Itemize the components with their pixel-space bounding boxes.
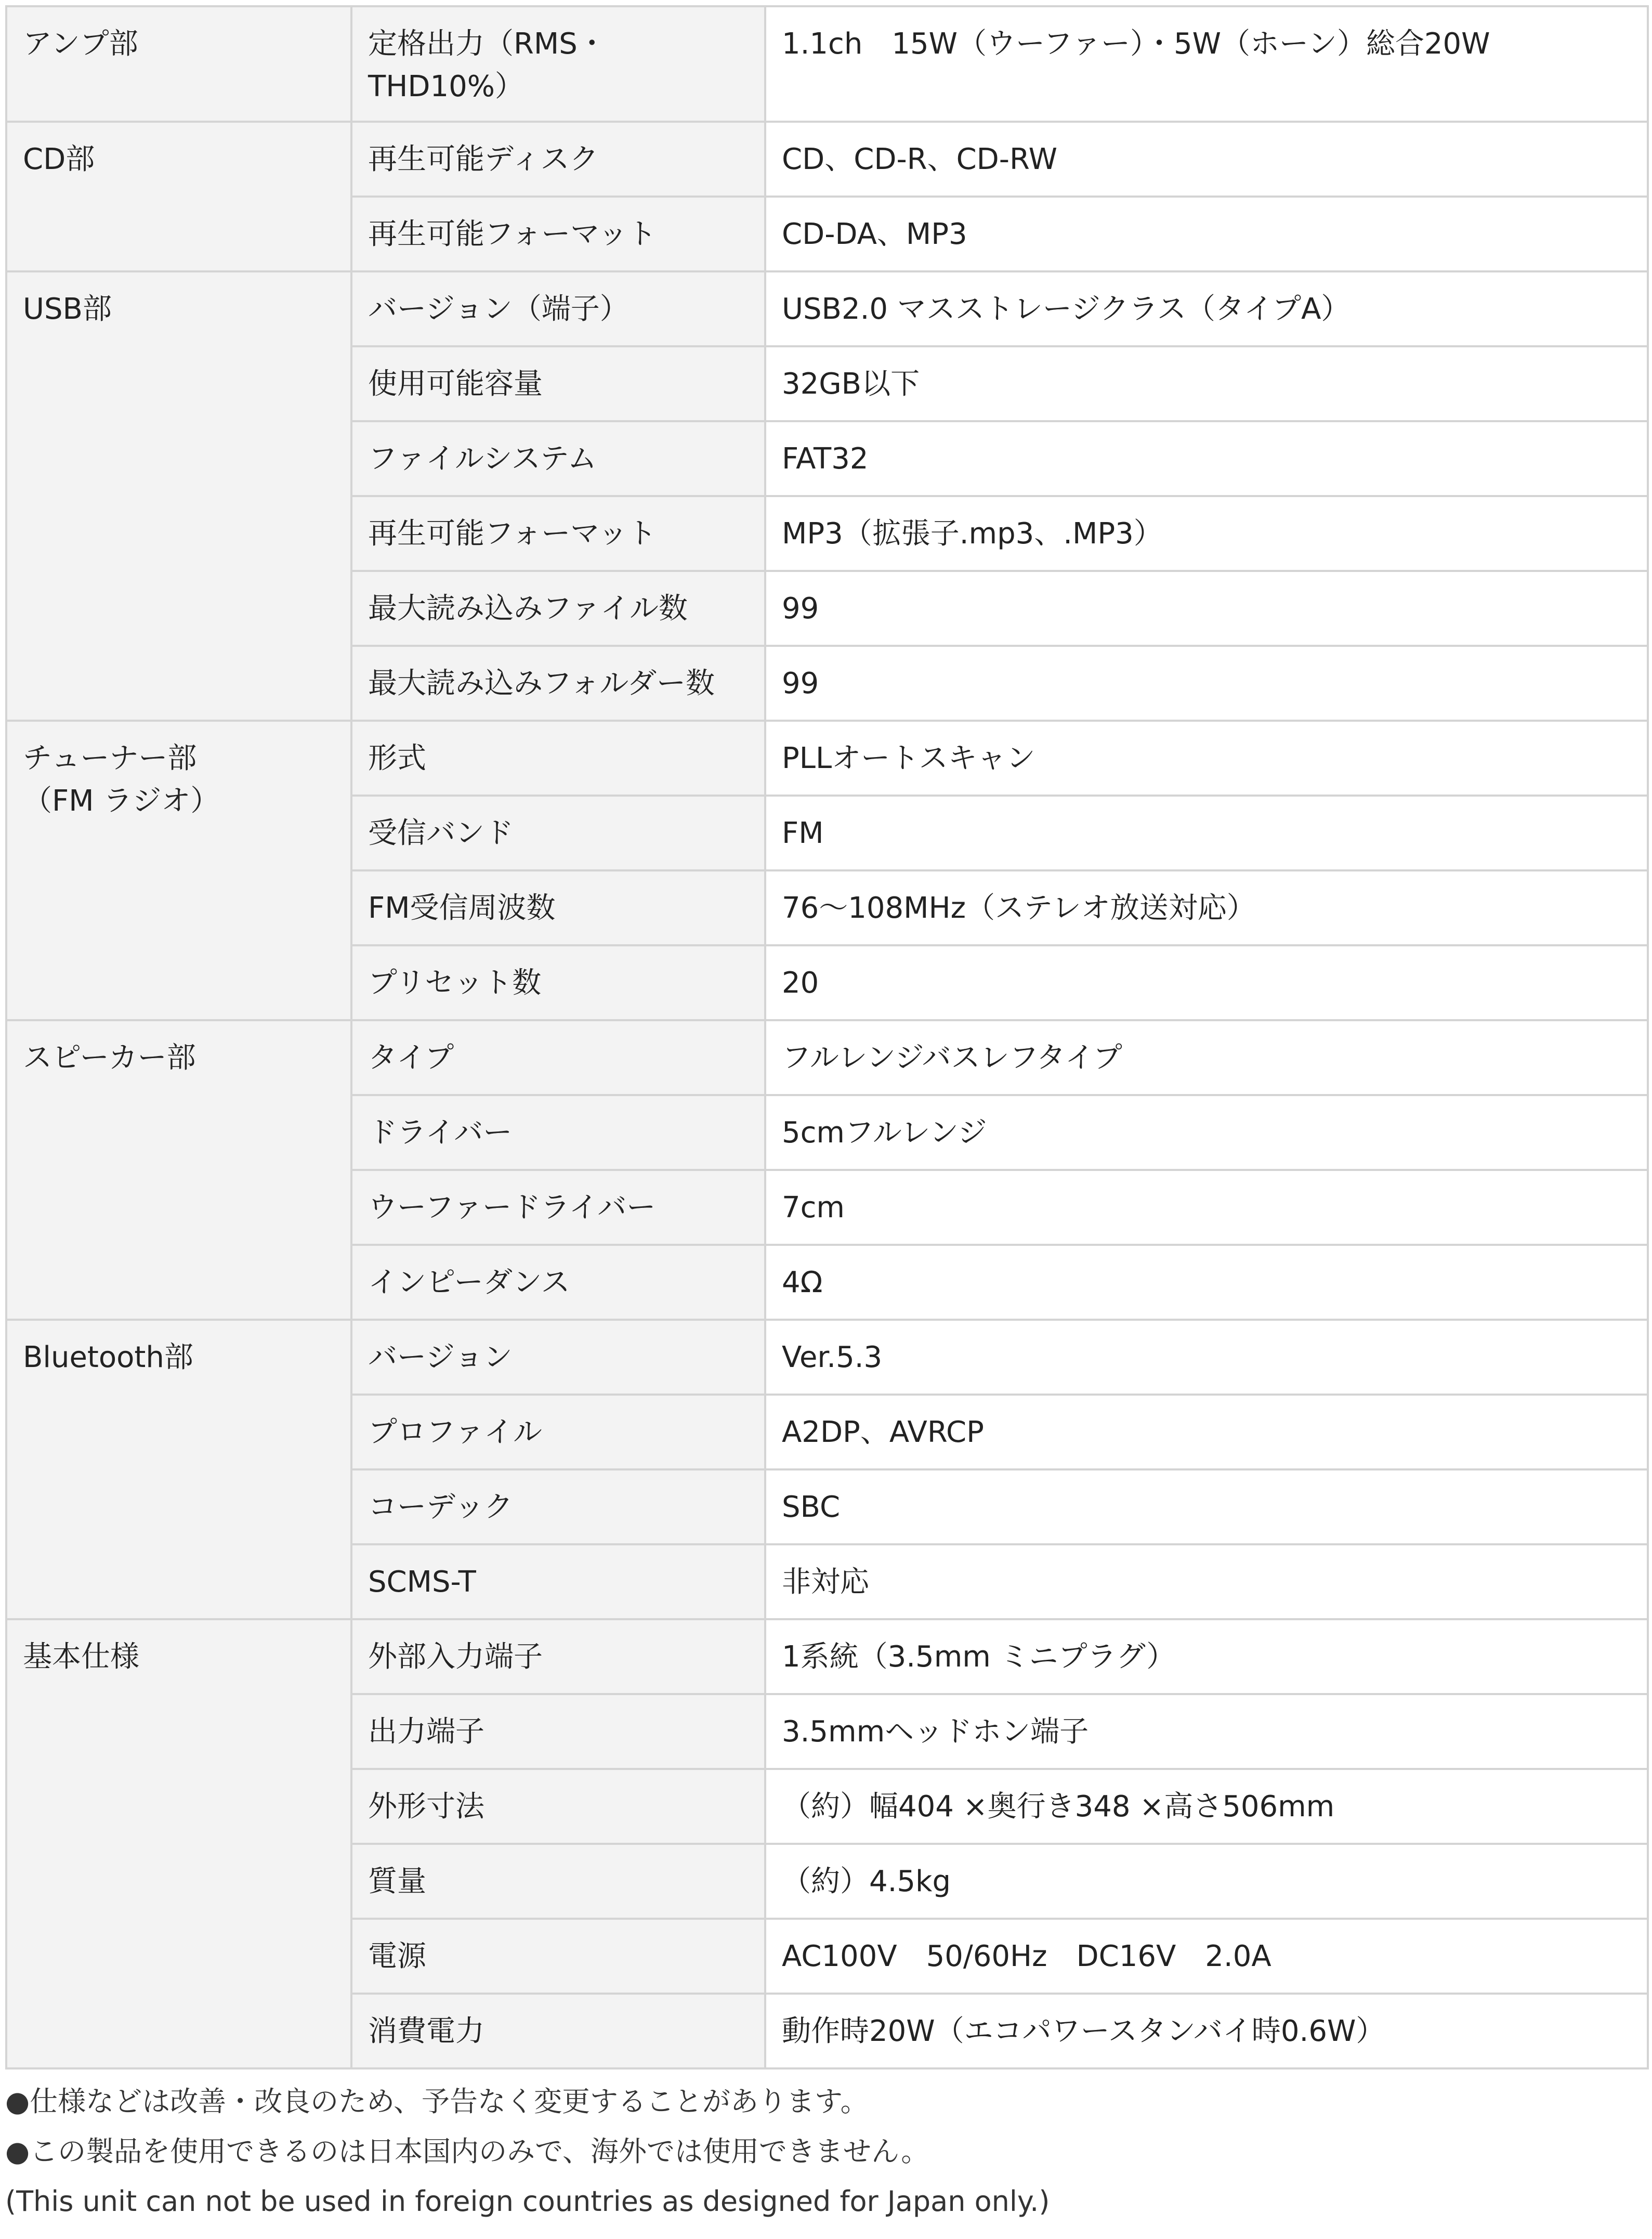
spec-item-label: ファイルシステム bbox=[368, 442, 597, 476]
spec-value: USB2.0 マスストレージクラス（タイプA） bbox=[782, 292, 1351, 326]
spec-value: PLLオートスキャン bbox=[782, 741, 1035, 775]
spec-item-cell bbox=[351, 1170, 765, 1245]
spec-item-label: プリセット数 bbox=[368, 966, 542, 1000]
spec-item-label: プロファイル bbox=[368, 1415, 542, 1449]
spec-value-cell bbox=[765, 1245, 1648, 1320]
spec-value: FM bbox=[782, 816, 824, 850]
spec-table bbox=[5, 5, 1649, 2069]
spec-value: 3.5mmヘッドホン端子 bbox=[782, 1715, 1089, 1749]
spec-value-cell bbox=[765, 1544, 1648, 1619]
spec-value: 7cm bbox=[782, 1191, 845, 1225]
spec-value: CD、CD-R、CD-RW bbox=[782, 142, 1058, 176]
spec-item-cell bbox=[351, 1095, 765, 1170]
notes bbox=[5, 2077, 1643, 2227]
spec-item-cell bbox=[351, 421, 765, 496]
spec-value: 4Ω bbox=[782, 1266, 823, 1299]
spec-value: 99 bbox=[782, 667, 819, 700]
spec-value-cell bbox=[765, 122, 1648, 197]
spec-item-label: SCMS-T bbox=[368, 1565, 476, 1599]
spec-item-label: FM受信周波数 bbox=[368, 891, 556, 925]
spec-group-label: 基本仕様 bbox=[23, 1640, 139, 1674]
spec-item-label: 再生可能フォーマット bbox=[368, 217, 657, 251]
spec-value-cell bbox=[765, 1095, 1648, 1170]
spec-item-cell bbox=[351, 1619, 765, 1694]
spec-item-cell bbox=[351, 271, 765, 346]
spec-group-cell bbox=[6, 6, 351, 122]
spec-group-label: アンプ部 bbox=[23, 27, 138, 61]
spec-value: 非対応 bbox=[782, 1565, 869, 1599]
spec-value-cell bbox=[765, 1469, 1648, 1544]
spec-value: 76～108MHz（ステレオ放送対応） bbox=[782, 891, 1256, 925]
spec-item-cell bbox=[351, 1769, 765, 1844]
spec-value: 99 bbox=[782, 592, 819, 626]
spec-value-cell bbox=[765, 646, 1648, 721]
spec-value-cell bbox=[765, 571, 1648, 646]
spec-item-cell bbox=[351, 1544, 765, 1619]
spec-group-cell bbox=[6, 271, 351, 721]
spec-value-cell bbox=[765, 1994, 1648, 2068]
spec-value-cell bbox=[765, 496, 1648, 571]
spec-value-cell bbox=[765, 1395, 1648, 1469]
spec-value-cell bbox=[765, 945, 1648, 1020]
note-spec-change: ●仕様などは改善・改良のため、予告なく変更することがあります。 bbox=[5, 2085, 869, 2118]
spec-item-cell bbox=[351, 346, 765, 421]
spec-item-cell bbox=[351, 1245, 765, 1320]
spec-value-cell bbox=[765, 346, 1648, 421]
spec-item-cell bbox=[351, 945, 765, 1020]
spec-value-cell bbox=[765, 1320, 1648, 1395]
spec-group-cell bbox=[6, 122, 351, 271]
spec-group-label: チューナー部 （FM ラジオ） bbox=[23, 741, 220, 818]
spec-value: CD-DA、MP3 bbox=[782, 217, 967, 251]
spec-item-label: 最大読み込みファイル数 bbox=[368, 592, 688, 626]
spec-item-label: 形式 bbox=[368, 741, 426, 775]
spec-value: MP3（拡張子.mp3、.MP3） bbox=[782, 517, 1163, 551]
spec-item-label: 外部入力端子 bbox=[368, 1640, 543, 1674]
spec-item-label: ウーファードライバー bbox=[368, 1191, 656, 1225]
spec-value-cell bbox=[765, 721, 1648, 796]
spec-group-label: USB部 bbox=[23, 292, 112, 326]
spec-value: 32GB以下 bbox=[782, 367, 920, 401]
spec-item-cell bbox=[351, 1994, 765, 2068]
spec-item-label: バージョン（端子） bbox=[368, 292, 629, 326]
spec-item-label: 再生可能ディスク bbox=[368, 142, 599, 176]
spec-group-cell bbox=[6, 721, 351, 1020]
spec-item-label: ドライバー bbox=[368, 1116, 513, 1150]
note-japan-only: ●この製品を使用できるのは日本国内のみで、海外では使用できません。 bbox=[5, 2135, 929, 2168]
spec-item-label: 質量 bbox=[368, 1865, 426, 1898]
spec-group-cell bbox=[6, 1320, 351, 1619]
table-row bbox=[6, 1020, 1648, 1095]
table-row bbox=[6, 1320, 1648, 1395]
table-row bbox=[6, 1619, 1648, 1694]
spec-item-cell bbox=[351, 646, 765, 721]
spec-item-cell bbox=[351, 796, 765, 870]
spec-value-cell bbox=[765, 870, 1648, 945]
spec-item-cell bbox=[351, 6, 765, 122]
spec-group-label: CD部 bbox=[23, 142, 95, 176]
table-row bbox=[6, 6, 1648, 122]
spec-item-label: タイプ bbox=[368, 1041, 454, 1075]
spec-value: 5cmフルレンジ bbox=[782, 1116, 987, 1150]
spec-value-cell bbox=[765, 1170, 1648, 1245]
spec-item-label: 受信バンド bbox=[368, 816, 514, 850]
spec-group-cell bbox=[6, 1020, 351, 1320]
spec-item-cell bbox=[351, 496, 765, 571]
spec-item-label: コーデック bbox=[368, 1490, 513, 1524]
spec-value: フルレンジバスレフタイプ bbox=[782, 1041, 1122, 1075]
spec-value-cell bbox=[765, 1769, 1648, 1844]
spec-item-label: 出力端子 bbox=[368, 1715, 484, 1749]
spec-group-label: Bluetooth部 bbox=[23, 1340, 193, 1374]
note-japan-only-english: (This unit can not be used in foreign countries as designed for Japan only.) bbox=[5, 2185, 1050, 2218]
spec-value: （約）4.5kg bbox=[782, 1865, 951, 1898]
table-row bbox=[6, 721, 1648, 796]
spec-item-label: 再生可能フォーマット bbox=[368, 517, 657, 551]
spec-item-cell bbox=[351, 1020, 765, 1095]
spec-value: （約）幅404 ×奥行き348 ×高さ506mm bbox=[782, 1790, 1335, 1824]
spec-value: SBC bbox=[782, 1490, 841, 1524]
table-row bbox=[6, 122, 1648, 197]
spec-value-cell bbox=[765, 1694, 1648, 1769]
spec-value-cell bbox=[765, 197, 1648, 271]
spec-group-cell bbox=[6, 1619, 351, 2068]
spec-item-label: インピーダンス bbox=[368, 1266, 570, 1299]
table-row bbox=[6, 271, 1648, 346]
spec-group-label: スピーカー部 bbox=[23, 1041, 196, 1075]
spec-item-label: 定格出力（RMS・ THD10%） bbox=[368, 27, 607, 103]
spec-value: 1系統（3.5mm ミニプラグ） bbox=[782, 1640, 1176, 1674]
spec-value: A2DP、AVRCP bbox=[782, 1415, 984, 1449]
spec-value-cell bbox=[765, 271, 1648, 346]
spec-item-label: 使用可能容量 bbox=[368, 367, 543, 401]
spec-value: 1.1ch 15W（ウーファー）・5W（ホーン）総合20W bbox=[782, 27, 1490, 61]
spec-item-cell bbox=[351, 1395, 765, 1469]
spec-value-cell bbox=[765, 421, 1648, 496]
spec-value: 動作時20W（エコパワースタンバイ時0.6W） bbox=[782, 2014, 1385, 2048]
spec-value: FAT32 bbox=[782, 442, 869, 476]
spec-value-cell bbox=[765, 1844, 1648, 1919]
spec-value: Ver.5.3 bbox=[782, 1340, 883, 1374]
spec-item-cell bbox=[351, 870, 765, 945]
spec-item-cell bbox=[351, 197, 765, 271]
spec-item-cell bbox=[351, 1320, 765, 1395]
spec-item-label: 最大読み込みフォルダー数 bbox=[368, 667, 715, 700]
spec-item-label: 消費電力 bbox=[368, 2014, 484, 2048]
spec-table-body bbox=[6, 6, 1648, 2068]
spec-item-cell bbox=[351, 721, 765, 796]
spec-value-cell bbox=[765, 1919, 1648, 1994]
spec-item-cell bbox=[351, 1919, 765, 1994]
spec-value-cell bbox=[765, 6, 1648, 122]
spec-item-cell bbox=[351, 571, 765, 646]
spec-item-cell bbox=[351, 1694, 765, 1769]
spec-value-cell bbox=[765, 1619, 1648, 1694]
spec-value: 20 bbox=[782, 966, 819, 1000]
spec-item-cell bbox=[351, 122, 765, 197]
spec-item-label: バージョン bbox=[368, 1340, 513, 1374]
spec-item-label: 外形寸法 bbox=[368, 1790, 484, 1824]
spec-item-cell bbox=[351, 1844, 765, 1919]
spec-value-cell bbox=[765, 796, 1648, 870]
spec-value: AC100V 50/60Hz DC16V 2.0A bbox=[782, 1939, 1271, 1973]
spec-item-label: 電源 bbox=[368, 1939, 426, 1973]
spec-item-cell bbox=[351, 1469, 765, 1544]
spec-value-cell bbox=[765, 1020, 1648, 1095]
